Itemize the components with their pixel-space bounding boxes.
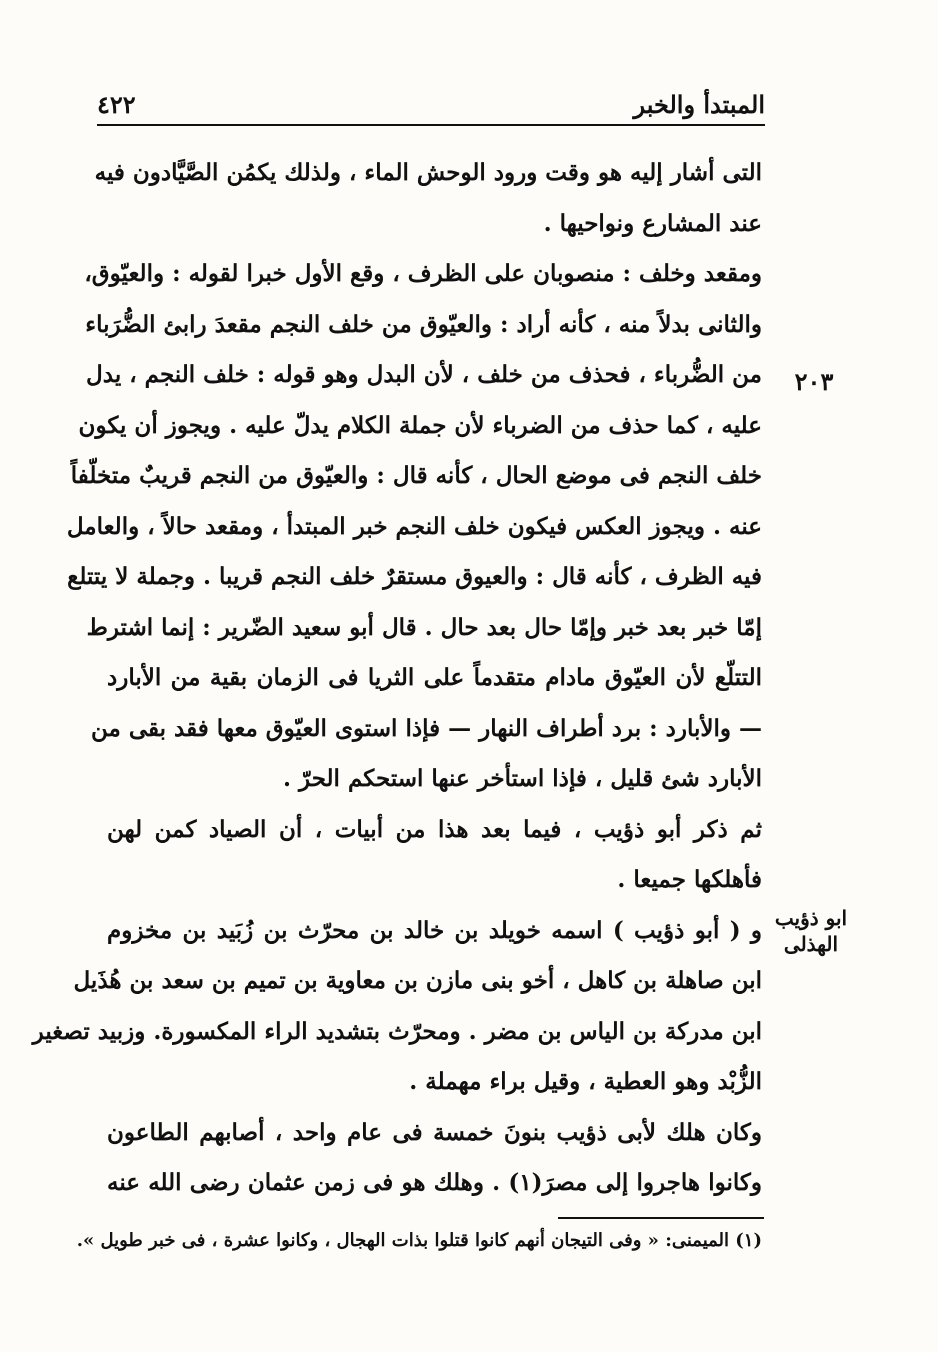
text-line: التى أشار إليه هو وقت ورود الوحش الماء ، ولذلك يكمُن الصَّيَّادون فيه bbox=[94, 159, 762, 186]
text-line: والثانى بدلاً منه ، كأنه أراد : والعيّوق من خلف النجم مقعدَ رابئ الضُّرَباء bbox=[85, 310, 762, 338]
side-note-line1: ابو ذؤيب bbox=[774, 906, 848, 930]
side-note-line2: الهذلى bbox=[783, 932, 839, 956]
page-header bbox=[97, 88, 765, 126]
text-line: فيه الظرف ، كأنه قال : والعيوق مستقرٌ خلف النجم قريبا . وجملة لا يتتلع bbox=[67, 563, 762, 590]
text-line: التتلّع لأن العيّوق مادام متقدماً على الثريا فى الزمان بقية من الأبارد bbox=[107, 664, 762, 691]
text-line: ثم ذكر أبو ذؤيب ، فيما بعد هذا من أبيات ، أن الصياد كمن لهن bbox=[107, 815, 762, 843]
margin-verse-number: ٢٠٣ bbox=[794, 367, 834, 396]
text-line: — والأبارد : برد أطراف النهار — فإذا استوى العيّوق معها فقد بقى من bbox=[90, 714, 762, 742]
text-line: الزُّبْد وهو العطية ، وقيل براء مهملة . bbox=[409, 1068, 762, 1095]
footnote: (١) الميمنى: « وفى التيجان أنهم كانوا قتلوا بذات الهجال ، وكانوا عشرة ، فى خبر طويل ». bbox=[76, 1230, 762, 1251]
text-line: الأبارد شئ قليل ، فإذا استأخر عنها استحكم الحرّ . bbox=[283, 765, 762, 792]
text-line: عند المشارع ونواحيها . bbox=[543, 209, 762, 237]
body-text bbox=[32, 148, 762, 1209]
text-line: ومقعد وخلف : منصوبان على الظرف ، وقع الأول خبرا لقوله : والعيّوق، bbox=[84, 260, 762, 287]
text-line: إمّا خبر بعد خبر وإمّا حال بعد حال . قال أبو سعيد الضّرير : إنما اشترط bbox=[86, 613, 762, 641]
page-number: ٤٢٢ bbox=[97, 90, 136, 119]
text-line: وكان هلك لأبى ذؤيب بنونَ خمسة فى عام واحد ، أصابهم الطاعون bbox=[107, 1118, 762, 1146]
text-line: فأهلكها جميعا . bbox=[617, 866, 762, 893]
text-line: و ( أبو ذؤيب ) اسمه خويلد بن خالد بن محرّث بن زُبَيد بن مخزوم bbox=[107, 916, 762, 944]
text-line: وكانوا هاجروا إلى مصرَ(١) . وهلك هو فى زمن عثمان رضى الله عنه bbox=[107, 1169, 762, 1196]
text-line: من الضُّرباء ، فحذف من خلف ، لأن البدل وهو قوله : خلف النجم ، يدل bbox=[86, 361, 762, 388]
text-line: ابن صاهلة بن كاهل ، أخو بنى مازن بن معاوية بن تميم بن سعد بن هُذَيل bbox=[73, 967, 762, 994]
footnote-divider bbox=[558, 1217, 764, 1219]
text-line: خلف النجم فى موضع الحال ، كأنه قال : والعيّوق من النجم قريبٌ متخلّفاً bbox=[70, 462, 762, 489]
margin-side-note bbox=[772, 905, 850, 957]
text-line: عليه ، كما حذف من الضرباء لأن جملة الكلام يدلّ عليه . ويجوز أن يكون bbox=[78, 411, 762, 439]
text-line: عنه . ويجوز العكس فيكون خلف النجم خبر المبتدأ ، ومقعد حالاً ، والعامل bbox=[66, 512, 762, 540]
text-line: ابن مدركة بن الياس بن مضر . ومحرّث بتشديد الراء المكسورة. وزبيد تصغير bbox=[32, 1017, 762, 1045]
running-title: المبتدأ والخبر bbox=[633, 90, 765, 119]
